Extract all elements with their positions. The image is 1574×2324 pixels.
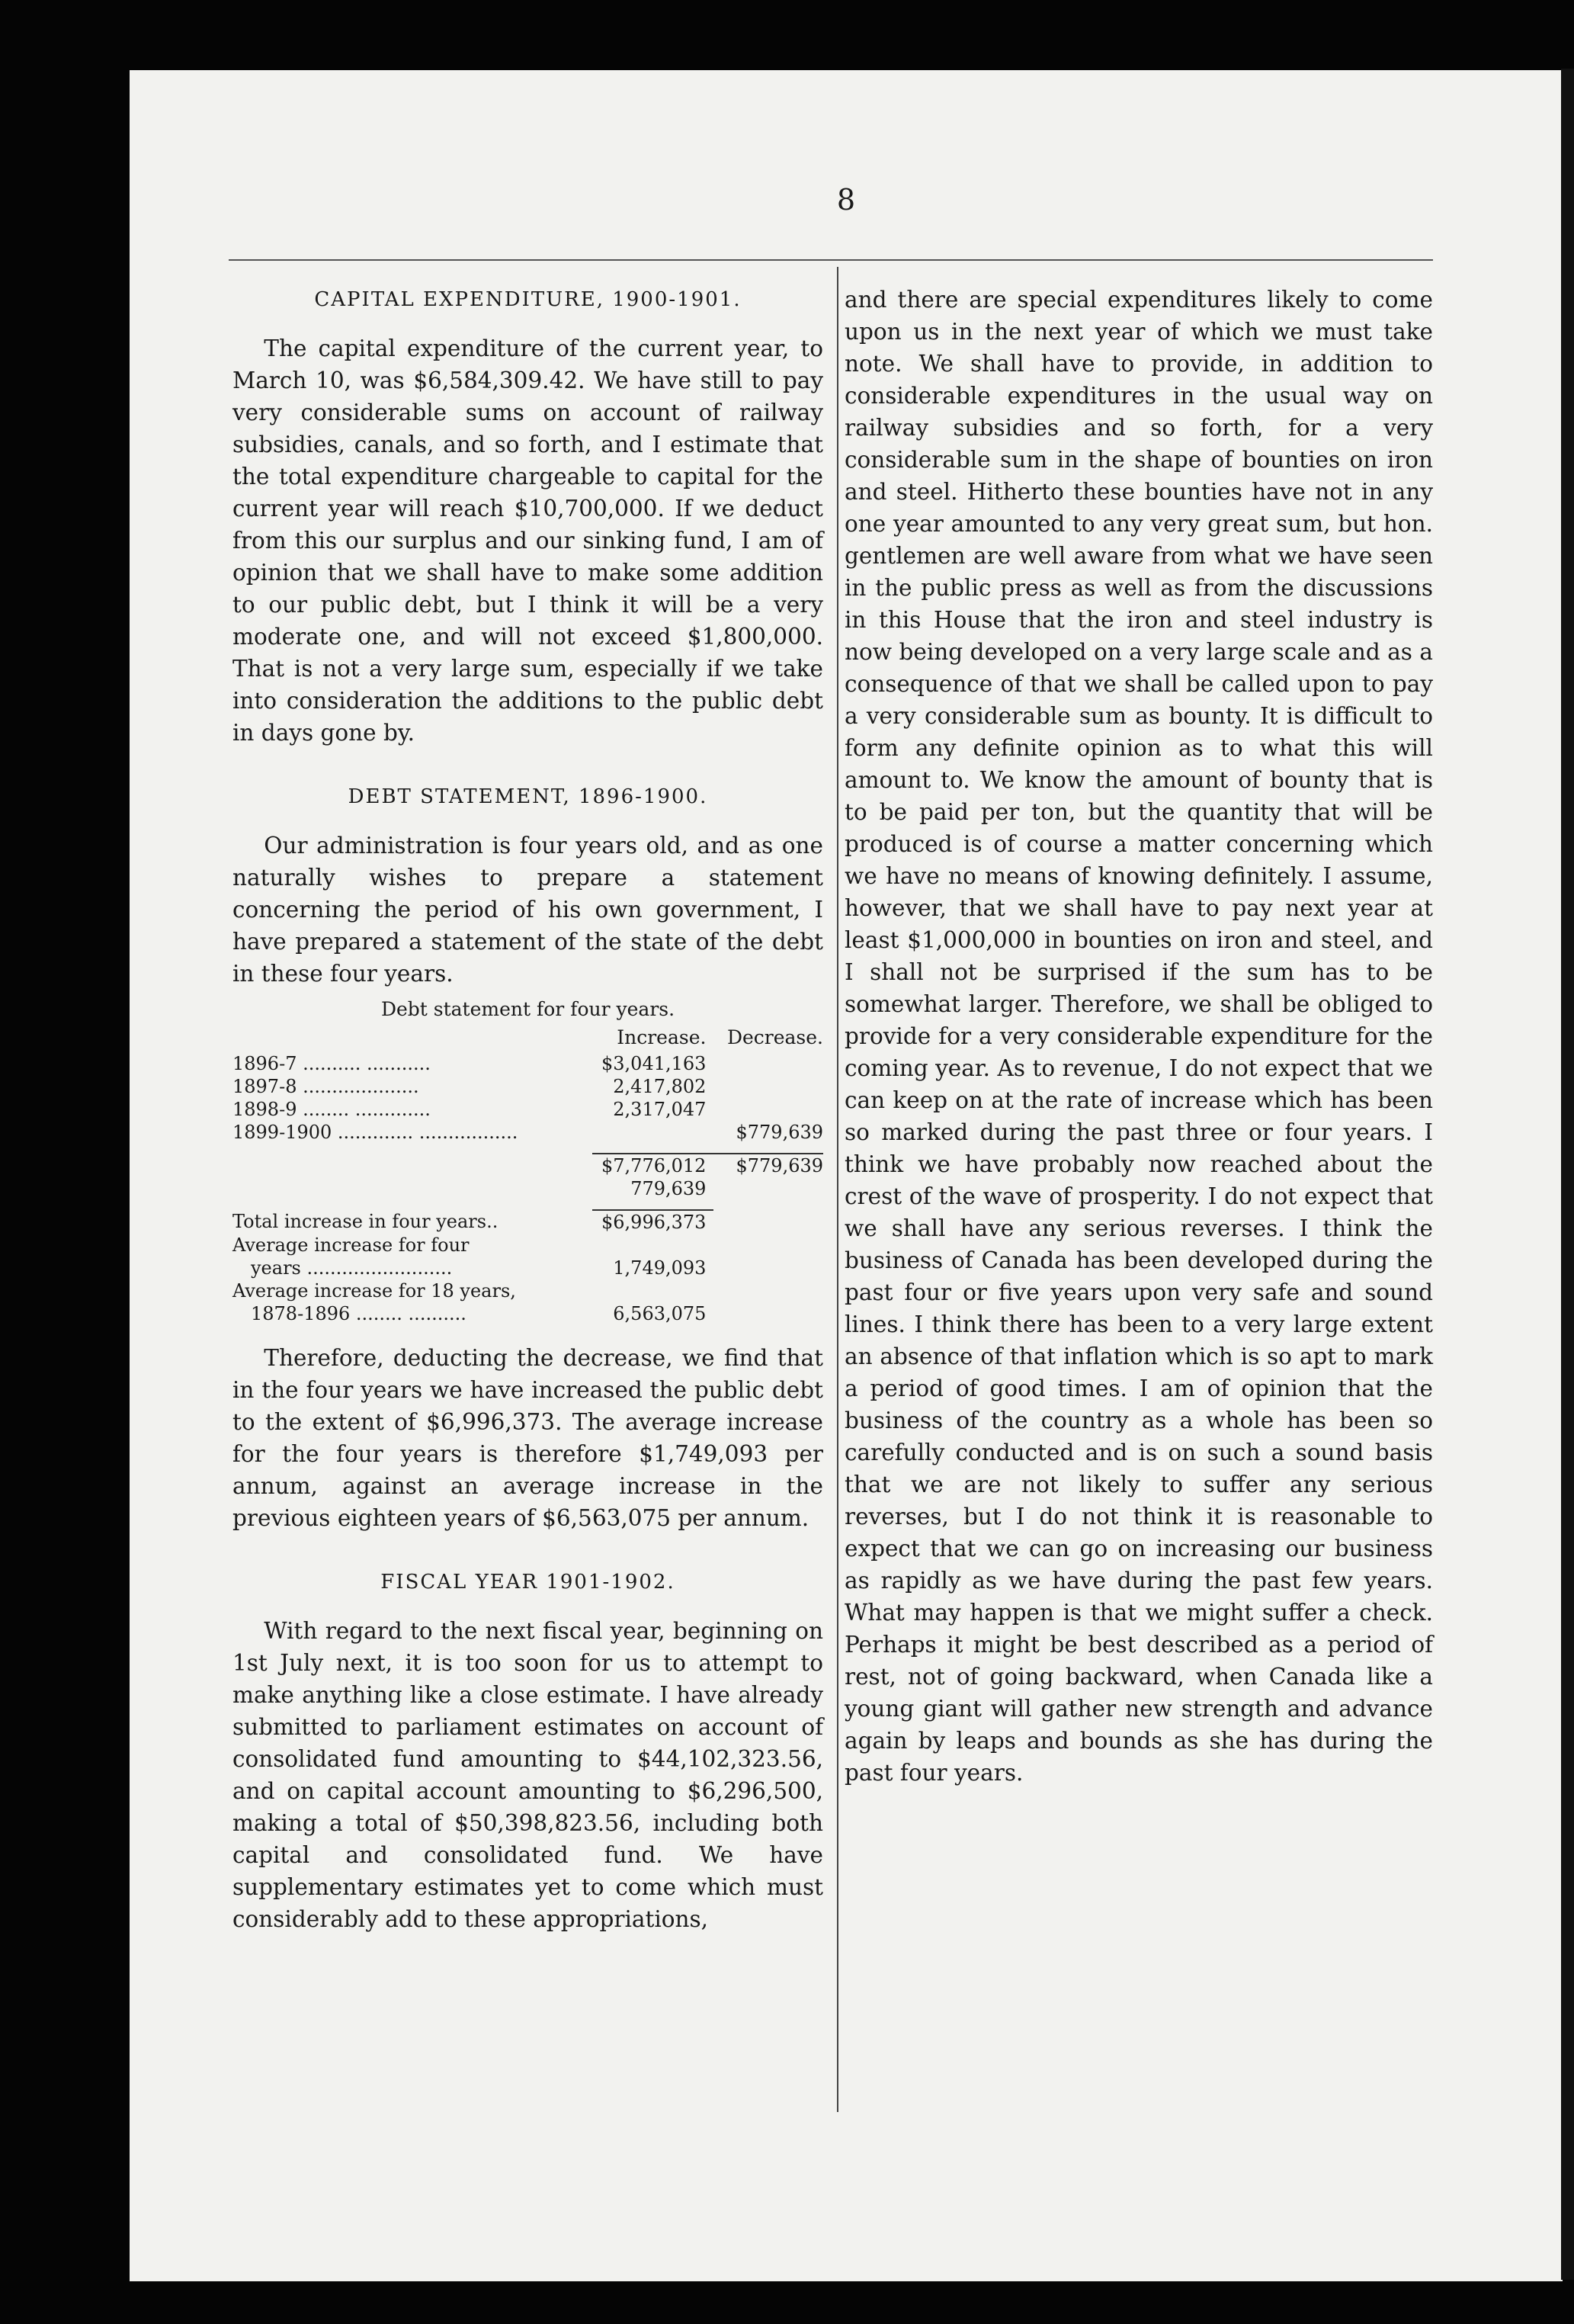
table-row: [232, 1052, 823, 1075]
fiscal-year-paragraph: With regard to the next fiscal year, beginning on 1st July next, it is too soon for us to attempt to make anything like a close estimate. I have already submitted to parliament estimates on account of consolidated fund amounting to $44,102,323.56, and on capital account amounting to $6,296,500, making a total of $50,398,823.56, including both capital and consolidated fund. We have supplementary estimates yet to come which must considerably add to these appropriations,: [232, 1618, 823, 1932]
average-row: [232, 1257, 823, 1279]
row-label: 1897-8 ....................: [232, 1076, 419, 1097]
average18-label-line-2: 1878-1896 ........ ..........: [251, 1303, 466, 1324]
subtotal-row: [232, 1154, 823, 1177]
capital-expenditure-paragraph: The capital expenditure of the current year, to March 10, was $6,584,309.42. We have still to pay very considerable sums on account of railway subsidies, canals, and so forth, and I estimate that the total expenditure chargeable to capital for the current year will reach $10,700,000. If we deduct from this our surplus and our sinking fund, I am of opinion that we shall have to make some addition to our public debt, but I think it will be a very moderate one, and will not exceed $1,800,000. That is not a very large sum, especially if we take into consideration the additions to the public debt in days gone by.: [232, 335, 823, 746]
row-decrease: [713, 1098, 823, 1121]
total-label: Total increase in four years..: [232, 1211, 498, 1232]
row-increase: 2,417,802: [613, 1076, 707, 1097]
less-decrease-value: 779,639: [630, 1178, 707, 1199]
column-divider: [837, 267, 838, 2112]
average-row: [232, 1234, 823, 1257]
average-label-line-1: Average increase for four: [232, 1234, 470, 1256]
page-edge-shadow: [1561, 69, 1574, 2280]
table-row: [232, 1098, 823, 1121]
table-row: [232, 1075, 823, 1098]
average18-row: [232, 1279, 823, 1302]
row-decrease: $779,639: [736, 1122, 823, 1143]
average18-row: [232, 1302, 823, 1325]
total-row: [232, 1210, 823, 1234]
continued-paragraph: and there are special expenditures likely to come upon us in the next year of which we must take note. We shall have to provide, in addition to considerable expenditures in the usual way on railway subsidies and so forth, for a very considerable sum in the shape of bounties on iron and steel. Hitherto these bounties have not in any one year amounted to any very great sum, but hon. gentlemen are well aware from what we have seen in the public press as well as from the discussions in this House that the iron and steel industry is now being developed on a very large scale and as a consequence of that we shall be called upon to pay a very considerable sum as bounty. It is difficult to form any definite opinion as to what this will amount to. We know the amount of bounty that is to be paid per ton, but the quantity that will be produced is of course a matter concerning which we have no means of knowing definitely. I assume, however, that we shall have to pay next year at least $1,000,000 in bounties on iron and steel, and I shall not be surprised if the sum has to be somewhat larger. Therefore, we shall be obliged to provide for a very considerable expenditure for the coming year. As to revenue, I do not expect that we can keep on at the rate of increase which has been so marked during the past three or four years. I think we have probably now reached about the crest of the wave of prosperity. I do not expect that we shall have any serious reverses. I think the business of Canada has been developed during the past four or five years upon very safe and sound lines. I think there has been to a very large extent an absence of that inflation which is so apt to mark a period of good times. I am of opinion that the business of the country as a whole has been so carefully conducted and is on such a sound basis that we are not likely to suffer any serious reverses, but I do not think it is reasonable to expect that we can go on increasing our business as rapidly as we have during the past few years. What may happen is that we might suffer a check. Perhaps it might be best described as a period of rest, not of going backward, when Canada like a young giant will gather new strength and advance again by leaps and bounds as she has during the past four years.: [845, 287, 1433, 1786]
capital-expenditure-heading: CAPITAL EXPENDITURE, 1900-1901.: [314, 288, 742, 311]
average18-label-line-1: Average increase for 18 years,: [232, 1280, 516, 1302]
debt-table-header-row: [232, 1026, 823, 1052]
row-label: 1898-9 ........ .............: [232, 1099, 431, 1120]
total-value: $6,996,373: [601, 1212, 707, 1233]
subtotal-increase: $7,776,012: [601, 1155, 707, 1176]
page-number: 8: [836, 183, 856, 217]
fiscal-year-heading: FISCAL YEAR 1901-1902.: [380, 1571, 675, 1594]
debt-statement-paragraph: Our administration is four years old, and as one naturally wishes to prepare a statement concerning the period of his own government, I have prepared a statement of the state of the debt in these four years.: [232, 833, 823, 987]
increase-column-header: Increase.: [617, 1026, 707, 1048]
average-label-line-2: years .........................: [251, 1257, 453, 1279]
decrease-column-header: Decrease.: [726, 1026, 823, 1048]
row-decrease: [713, 1052, 823, 1075]
left-column: [232, 284, 823, 1935]
row-increase: [592, 1121, 713, 1144]
row-decrease: [713, 1075, 823, 1098]
average-value: 1,749,093: [613, 1257, 707, 1279]
average18-value: 6,563,075: [613, 1303, 707, 1324]
right-column: [845, 284, 1433, 1789]
debt-table: [232, 1026, 823, 1325]
row-increase: $3,041,163: [601, 1053, 707, 1074]
subtotal-decrease: $779,639: [736, 1155, 823, 1176]
row-label: 1896-7 .......... ...........: [232, 1053, 431, 1074]
row-label: 1899-1900 ............. .................: [232, 1122, 518, 1143]
debt-table-title: Debt statement for four years.: [380, 998, 675, 1020]
debt-statement-heading: DEBT STATEMENT, 1896-1900.: [348, 785, 708, 808]
table-row: [232, 1121, 823, 1144]
header-rule: [229, 259, 1433, 261]
row-increase: 2,317,047: [613, 1099, 707, 1120]
therefore-paragraph: Therefore, deducting the decrease, we find that in the four years we have increased the public debt to the extent of $6,996,373. The average increase for the four years is therefore $1,749,093 per annum, against an average increase in the previous eighteen years of $6,563,075 per annum.: [232, 1345, 823, 1531]
less-decrease-row: [232, 1177, 823, 1200]
